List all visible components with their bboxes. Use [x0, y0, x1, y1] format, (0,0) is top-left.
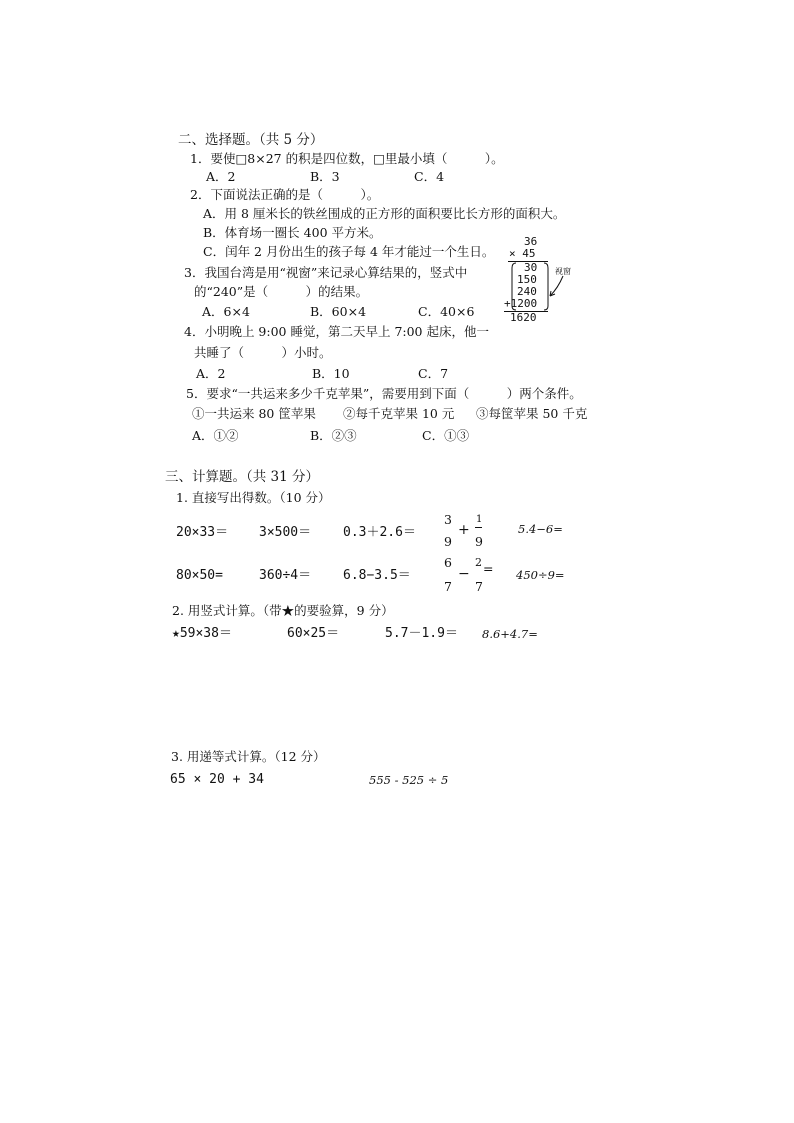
frac-operator: −: [458, 566, 470, 582]
calc-item: 6.8−3.5＝: [343, 568, 411, 583]
window-bracket: [500, 236, 580, 328]
q5-condition-2: ②每千克苹果 10 元: [343, 406, 455, 421]
part1-title: 1. 直接写出得数。（10 分）: [176, 490, 331, 505]
q2-stem: 2．下面说法正确的是（ ）。: [190, 187, 380, 202]
vertical-item: 5.7－1.9＝: [385, 626, 458, 641]
q1-stem: 1．要使□8×27 的积是四位数，□里最小填（ ）。: [190, 151, 504, 166]
calc-item: 3×500＝: [259, 525, 312, 540]
vcalc-row: 1620: [510, 311, 537, 324]
q4-option-c: C．7: [418, 366, 449, 381]
q4-stem-line2: 共睡了（ ）小时。: [194, 345, 332, 360]
vcalc-window-label: 视窗: [555, 267, 571, 276]
q1-option-b: B．3: [310, 169, 340, 184]
calc-item: 450÷9=: [516, 568, 565, 582]
section3-heading: 三、计算题。（共 31 分）: [165, 469, 320, 485]
q3-stem-line1: 3．我国台湾是用“视窗”来记录心算结果的，竖式中: [184, 265, 468, 280]
vertical-item: 8.6+4.7=: [482, 627, 538, 641]
q2-statement-c: C．闰年 2 月份出生的孩子每 4 年才能过一个生日。: [203, 244, 495, 259]
q5-stem: 5．要求“一共运来多少千克苹果”，需要用到下面（ ）两个条件。: [186, 386, 582, 401]
frac-operator: +: [458, 522, 470, 538]
frac-a-denominator: 7: [444, 579, 452, 594]
frac-bar: [475, 527, 482, 528]
q2-statement-b: B．体育场一圈长 400 平方米。: [203, 225, 382, 240]
frac-b-numerator: 2: [475, 556, 482, 569]
section2-heading: 二、选择题。（共 5 分）: [178, 132, 324, 148]
frac-b-denominator: 9: [475, 534, 483, 549]
calc-item: 5.4−6=: [518, 522, 563, 536]
calc-item: 20×33＝: [176, 525, 229, 540]
q3-option-a: A．6×4: [202, 304, 250, 319]
q1-option-a: A．2: [206, 169, 236, 184]
q3-stem-line2: 的“240”是（ ）的结果。: [194, 284, 369, 299]
part2-title: 2. 用竖式计算。（带★的要验算，9 分）: [172, 603, 394, 618]
q1-option-c: C．4: [414, 169, 445, 184]
q4-option-a: A．2: [196, 366, 226, 381]
q5-condition-1: ①一共运来 80 筐苹果: [192, 406, 316, 421]
vertical-item: ★59×38＝: [172, 626, 232, 641]
fraction-sum: [442, 513, 502, 553]
vcalc-row: 30: [524, 261, 538, 274]
vcalc-row: 36: [524, 235, 538, 248]
vcalc-row: × 45: [509, 247, 536, 260]
frac-a-numerator: 6: [444, 555, 452, 570]
frac-b-numerator: 1: [476, 514, 483, 525]
q5-condition-3: ③每筐苹果 50 千克: [476, 406, 588, 421]
frac-b-denominator: 7: [475, 579, 483, 594]
stepwise-item: 555 - 525 ÷ 5: [369, 773, 449, 787]
stepwise-item: 65 × 20 + 34: [170, 772, 264, 787]
q2-statement-a: A．用 8 厘米长的铁丝围成的正方形的面积要比长方形的面积大。: [203, 206, 566, 221]
frac-equals: =: [483, 561, 494, 576]
vcalc-row: 240: [517, 285, 537, 298]
calc-item: 80×50=: [176, 568, 223, 583]
vcalc-row: 150: [517, 273, 537, 286]
vertical-calc: [500, 236, 580, 328]
part3-title: 3. 用递等式计算。（12 分）: [171, 749, 326, 764]
vcalc-row: +1200: [504, 297, 538, 310]
fraction-difference: [442, 556, 502, 598]
calc-item: 0.3＋2.6＝: [343, 525, 416, 540]
q4-stem-line1: 4．小明晚上 9:00 睡觉，第二天早上 7:00 起床，他一: [184, 324, 489, 339]
q5-option-a: A．①②: [192, 428, 239, 443]
frac-a-numerator: 3: [444, 512, 452, 527]
frac-a-denominator: 9: [444, 534, 452, 549]
q5-option-b: B．②③: [310, 428, 357, 443]
q3-option-b: B．60×4: [310, 304, 367, 319]
q3-option-c: C．40×6: [418, 304, 475, 319]
q4-option-b: B．10: [312, 366, 350, 381]
calc-item: 360÷4＝: [259, 568, 312, 583]
q5-option-c: C．①③: [422, 428, 470, 443]
vertical-item: 60×25＝: [287, 626, 340, 641]
